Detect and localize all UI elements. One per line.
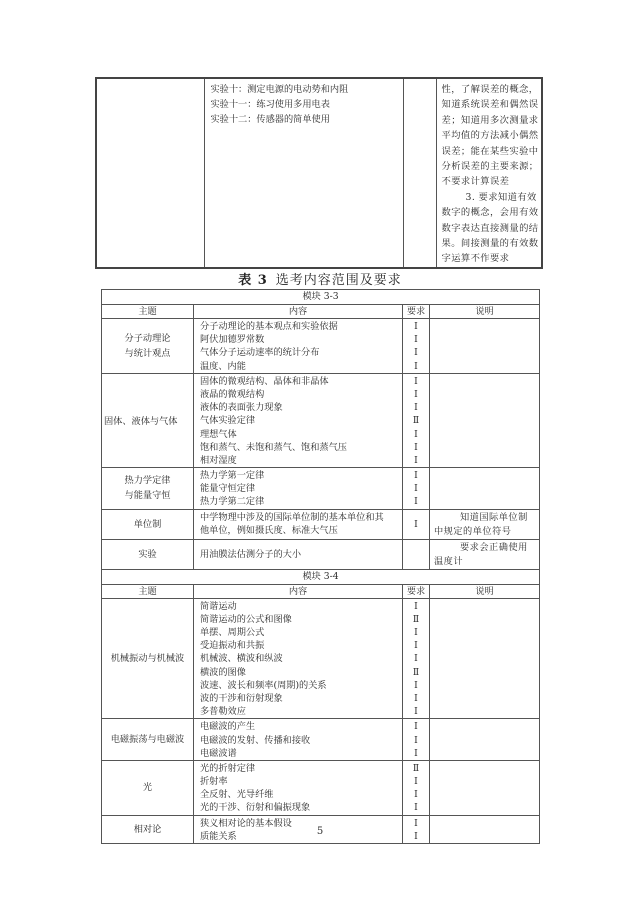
requirement-header: 要求: [403, 584, 430, 598]
requirement-level: Ⅰ: [414, 747, 418, 759]
content-line: 热力学第一定律: [200, 470, 265, 482]
caption-title: 选考内容范围及要求: [275, 273, 402, 288]
table-caption: [0, 269, 640, 288]
content-cell: [194, 598, 403, 719]
requirement-level: Ⅰ: [414, 496, 418, 508]
content-line: 光的干涉、衍射和偏振现象: [200, 802, 311, 814]
topic-line: 机械振动与机械波: [110, 652, 185, 664]
table-row: [102, 760, 540, 815]
content-cell: [194, 373, 403, 467]
requirement-level: Ⅰ: [414, 519, 418, 531]
content-line: 简谐运动: [200, 600, 237, 612]
topic-header: 主题: [102, 584, 194, 598]
continued-table: [95, 77, 543, 269]
requirement-level: Ⅰ: [414, 640, 418, 652]
requirement-level: Ⅰ: [414, 334, 418, 346]
content-header: 内容: [194, 305, 403, 319]
page-number: 5: [316, 826, 324, 837]
content-cell: [194, 319, 403, 374]
content-line: 用油膜法估测分子的大小: [200, 549, 302, 561]
requirement-level: Ⅰ: [414, 360, 418, 372]
description-header: 说明: [430, 584, 540, 598]
content-line: 能量守恒定律: [200, 483, 256, 495]
content-cell: [194, 468, 403, 510]
content-line: 实验十一：练习使用多用电表: [210, 98, 330, 110]
requirement-level: Ⅰ: [414, 734, 418, 746]
content-line: 折射率: [200, 776, 228, 788]
topic-cell: [102, 719, 194, 761]
requirement-level: Ⅰ: [414, 347, 418, 359]
requirement-level: Ⅰ: [414, 483, 418, 495]
requirement-level: Ⅱ: [412, 666, 420, 678]
content-line: 气体分子运动速率的统计分布: [200, 347, 320, 359]
content-line: 受迫振动和共振: [200, 640, 265, 652]
description-cell: [430, 719, 540, 761]
requirement-level: Ⅰ: [414, 802, 418, 814]
content-line: 热力学第二定律: [200, 496, 265, 508]
topic-cell: [102, 468, 194, 510]
content-cell: [194, 719, 403, 761]
requirement-level: Ⅰ: [414, 789, 418, 801]
content-line: 固体的微观结构、晶体和非晶体: [200, 375, 329, 387]
table-row: [102, 598, 540, 719]
content-cell: [204, 78, 403, 268]
topic-line: 电磁振荡与电磁波: [110, 734, 185, 746]
content-cell: [194, 539, 403, 569]
requirement-level: Ⅰ: [414, 627, 418, 638]
requirement-level: Ⅱ: [412, 762, 420, 774]
content-line: 波的干涉和衍射现象: [200, 692, 283, 704]
content-line: 电磁波的产生: [200, 721, 256, 733]
table-row: [102, 719, 540, 761]
requirement-level: Ⅰ: [414, 706, 418, 718]
requirement-cell: [403, 719, 430, 761]
requirement-cell: [403, 373, 430, 467]
content-line: 电磁波的发射、传播和接收: [200, 734, 311, 746]
content-line: 分子动理论的基本观点和实验依据: [200, 321, 338, 332]
elective-content-table: [101, 289, 540, 844]
topic-line: 分子动理论: [124, 332, 171, 344]
content-cell: [194, 760, 403, 815]
description-cell: [430, 598, 540, 719]
requirement-level: Ⅰ: [414, 470, 418, 482]
content-line: 横波的图像: [200, 666, 246, 678]
content-line: 电磁波谱: [200, 747, 237, 759]
requirement-cell: [403, 539, 430, 569]
topic-cell: [102, 319, 194, 374]
description-text: 知道国际单位制中规定的单位符号: [434, 511, 528, 537]
topic-line: 与能量守恒: [124, 490, 171, 502]
description-cell: [430, 760, 540, 815]
requirement-cell: [403, 509, 430, 539]
content-line: 阿伏加德罗常数: [200, 334, 265, 346]
description-cell: [430, 539, 540, 569]
topic-cell: [102, 509, 194, 539]
requirement-level: Ⅰ: [414, 321, 418, 332]
content-line: 相对湿度: [200, 454, 237, 466]
requirement-level: Ⅰ: [414, 600, 418, 612]
header-row: [102, 584, 540, 598]
topic-cell: [102, 539, 194, 569]
content-line: 光的折射定律: [200, 762, 256, 774]
content-line: 全反射、光导纤维: [200, 789, 274, 801]
content-line: 液体的表面张力现象: [200, 402, 283, 414]
description-header: 说明: [430, 305, 540, 319]
requirement-level: Ⅰ: [414, 679, 418, 691]
content-line: 理想气体: [200, 428, 237, 440]
content-cell: [194, 509, 403, 539]
topic-line: 单位制: [133, 518, 162, 530]
topic-line: 相对论: [133, 823, 162, 835]
topic-line: 热力学定律: [124, 475, 171, 487]
topic-header: 主题: [102, 305, 194, 319]
header-row: [102, 305, 540, 319]
content-line: 温度、内能: [200, 360, 246, 372]
description-cell: [430, 319, 540, 374]
description-cell: [430, 373, 540, 467]
content-line: 多普勒效应: [200, 706, 246, 718]
content-line: 波速、波长和频率(周期)的关系: [200, 679, 327, 691]
description-cell: [430, 468, 540, 510]
topic-cell: [102, 373, 194, 467]
note-cell: [436, 78, 542, 268]
table-row: [102, 509, 540, 539]
content-line: 实验十：测定电源的电动势和内阻: [210, 84, 349, 95]
requirement-level: Ⅱ: [412, 613, 420, 625]
table-row: [102, 319, 540, 374]
requirement-cell: [403, 319, 430, 374]
content-line: 狭义相对论的基本假设: [200, 817, 292, 829]
caption-label: 表 3: [238, 273, 268, 288]
module-title: 模块 3-3: [102, 290, 540, 305]
topic-cell: [102, 760, 194, 815]
module-row: [102, 290, 540, 305]
description-cell: [430, 509, 540, 539]
content-line: 中学物理中涉及的国际单位制的基本单位和其: [200, 511, 384, 523]
table-row: [96, 78, 542, 268]
content-line: 实验十二：传感器的简单使用: [210, 113, 330, 125]
note-text-2: 3. 要求知道有效数字的概念，会用有效数字表达直接测量的结果。间接测量的有效数字运算不作要求: [441, 191, 539, 265]
requirement-level: Ⅰ: [414, 388, 418, 400]
topic-cell: [102, 598, 194, 719]
requirement-level: Ⅰ: [414, 721, 418, 733]
requirement-level: Ⅰ: [414, 692, 418, 704]
content-header: 内容: [194, 584, 403, 598]
requirement-level: Ⅰ: [414, 402, 418, 414]
content-line: 他单位，例如摄氏度、标准大气压: [200, 524, 338, 536]
requirement-cell: [403, 78, 436, 268]
requirement-level: Ⅰ: [414, 653, 418, 665]
requirement-level: Ⅱ: [412, 415, 420, 427]
table-row: [102, 373, 540, 467]
requirement-level: Ⅰ: [414, 441, 418, 453]
table-row: [102, 539, 540, 569]
requirement-level: Ⅰ: [414, 428, 418, 440]
note-text-1: 性，了解误差的概念，知道系统误差和偶然误差；知道用多次测量求平均值的方法减小偶然误差；能在某些实验中分析误差的主要来源；不要求计算误差: [441, 84, 539, 188]
description-text: 要求会正确使用温度计: [434, 541, 528, 567]
requirement-cell: [403, 598, 430, 719]
requirement-cell: [403, 760, 430, 815]
requirement-level: Ⅰ: [414, 375, 418, 387]
requirement-level: Ⅰ: [414, 776, 418, 788]
topic-line: 固体、液体与气体: [104, 416, 178, 428]
content-line: 简谐运动的公式和图像: [200, 613, 292, 625]
content-line: 机械波、横波和纵波: [200, 653, 283, 665]
table-row: [102, 468, 540, 510]
content-line: 饱和蒸气、未饱和蒸气、饱和蒸气压: [200, 441, 347, 453]
requirement-cell: [403, 468, 430, 510]
requirement-level: Ⅰ: [414, 830, 418, 842]
requirement-level: Ⅰ: [414, 817, 418, 829]
topic-line: 与统计观点: [124, 347, 171, 359]
content-line: 单摆、周期公式: [200, 627, 265, 638]
content-line: 液晶的微观结构: [200, 388, 265, 400]
requirement-header: 要求: [403, 305, 430, 319]
module-title: 模块 3-4: [102, 569, 540, 584]
module-row: [102, 569, 540, 584]
requirement-level: Ⅰ: [414, 454, 418, 466]
content-line: 质能关系: [200, 830, 237, 842]
topic-cell: [96, 78, 204, 268]
topic-line: 光: [142, 782, 153, 794]
content-line: 气体实验定律: [200, 415, 256, 427]
topic-line: 实验: [138, 548, 157, 560]
